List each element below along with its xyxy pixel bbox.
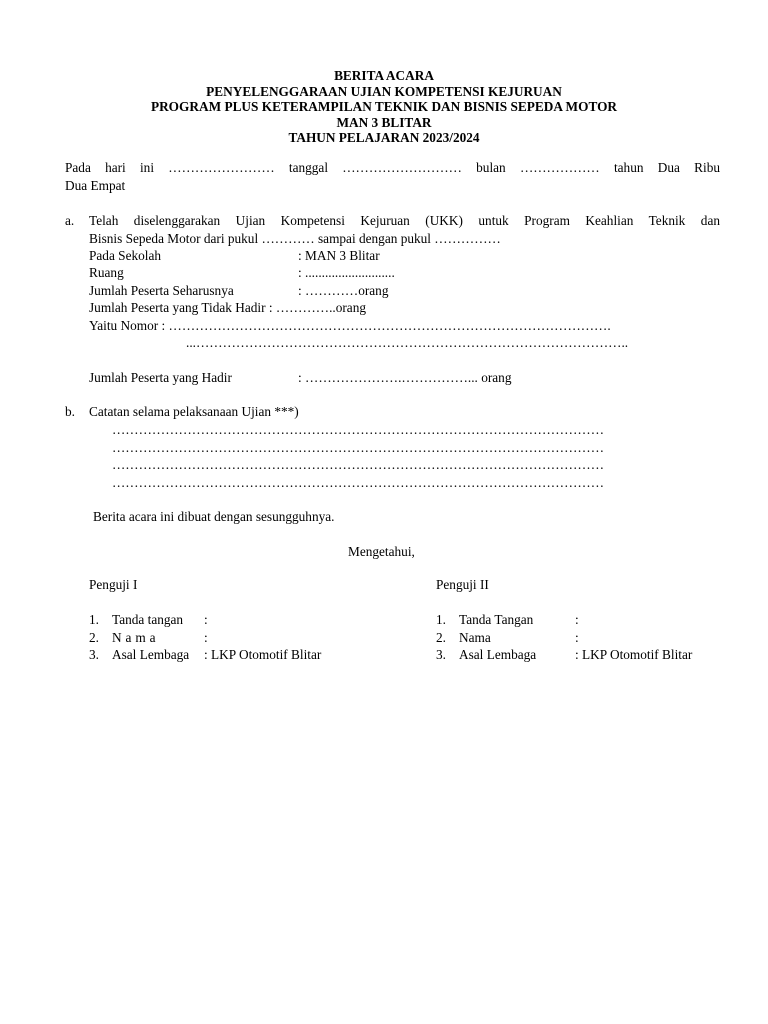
peserta-hadir-label: Jumlah Peserta yang Hadir [89,370,232,385]
catatan-title: Catatan selama pelaksanaan Ujian ***) [89,404,299,419]
penguji-2-item-num: 3. [436,647,446,662]
section-a-line-2: Bisnis Sepeda Motor dari pukul ………… sampai dengan pukul …………… [89,231,501,246]
penguji-2-tanda-tangan-value: : [575,612,579,627]
section-a-marker: a. [65,213,75,228]
header-title: BERITA ACARA [334,68,434,83]
intro-line-1: Pada hari ini …………………… tanggal ……………………… bulan ……………… tahun Dua Ribu [65,160,720,175]
penguji-1-asal-lembaga-label: Asal Lembaga [112,647,190,662]
peserta-seharusnya-value: : …………orang [298,283,389,298]
penguji-1-tanda-tangan-value: : [204,612,208,627]
penguji-2-asal-lembaga-value: : LKP Otomotif Blitar [575,647,693,662]
mengetahui-label: Mengetahui, [348,544,415,559]
catatan-line-2: ………………………………………………………………………………………………… [112,440,604,455]
sekolah-label: Pada Sekolah [89,248,162,263]
header-event: PENYELENGGARAAN UJIAN KOMPETENSI KEJURUAN [206,83,562,99]
section-a-line-1: Telah diselenggarakan Ujian Kompetensi Kejuruan (UKK) untuk Program Keahlian Teknik dan [89,213,720,228]
penguji-1-tanda-tangan-label: Tanda tangan [112,612,184,627]
penguji-2-tanda-tangan-label: Tanda Tangan [459,612,534,627]
document-header [0,68,768,146]
header-program: PROGRAM PLUS KETERAMPILAN TEKNIK DAN BISNIS SEPEDA MOTOR [150,99,618,115]
penguji-2-title: Penguji II [436,577,489,592]
section-b-marker: b. [65,404,75,419]
penguji-1-item-num: 3. [89,647,99,662]
penguji-2-nama-label: Nama [459,630,491,645]
yaitu-nomor-continuation: ...…………………………………………………………………………………….. [186,335,629,350]
penguji-2-nama-value: : [575,630,579,645]
penguji-2-item-num: 1. [436,612,446,627]
sekolah-value: : MAN 3 Blitar [298,248,380,263]
peserta-tidak-hadir: Jumlah Peserta yang Tidak Hadir : …………..orang [89,300,366,315]
penguji-2-item-num: 2. [436,630,446,645]
penguji-1-asal-lembaga-value: : LKP Otomotif Blitar [204,647,322,662]
penguji-1-title: Penguji I [89,577,138,592]
penguji-2-asal-lembaga-label: Asal Lembaga [459,647,537,662]
penguji-1-item-num: 1. [89,612,99,627]
penguji-1-nama-value: : [204,630,208,645]
header-year: TAHUN PELAJARAN 2023/2024 [288,130,480,146]
intro-line-2: Dua Empat [65,178,126,193]
closing-statement: Berita acara ini dibuat dengan sesungguhnya. [93,509,335,524]
peserta-hadir-value: : ………………….……………... orang [298,370,512,385]
catatan-line-1: ………………………………………………………………………………………………… [112,422,604,437]
ruang-label: Ruang [89,265,124,280]
header-school: MAN 3 BLITAR [336,114,432,130]
penguji-1-item-num: 2. [89,630,99,645]
penguji-1-nama-label: N a m a [112,630,156,645]
ruang-value: : ........................... [298,265,395,280]
peserta-seharusnya-label: Jumlah Peserta Seharusnya [89,283,234,298]
catatan-line-4: ………………………………………………………………………………………………… [112,475,604,490]
yaitu-nomor-line: Yaitu Nomor : ………………………………………………………………………………………. [89,318,611,333]
catatan-line-3: ………………………………………………………………………………………………… [112,457,604,472]
